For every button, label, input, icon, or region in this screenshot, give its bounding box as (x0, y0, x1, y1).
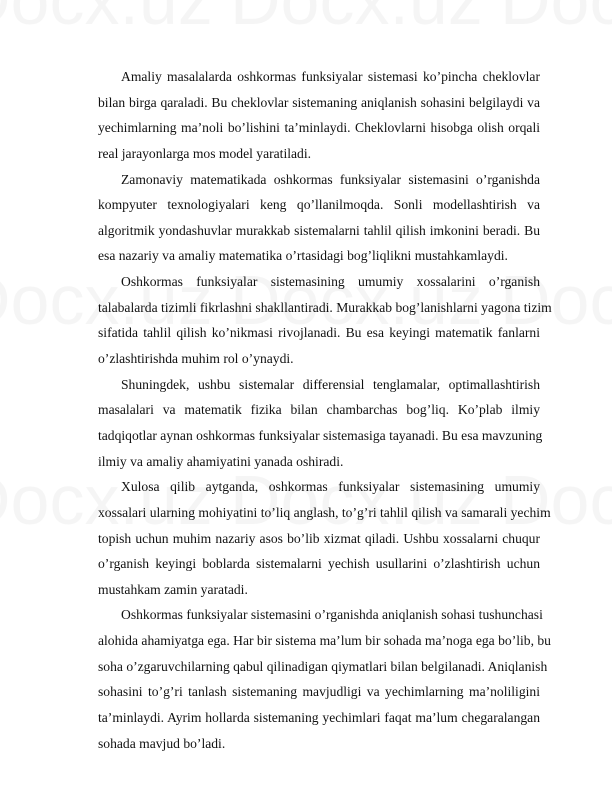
text-line: Zamonaviy matematikada oshkormas funksiyalar sistemasini o’rganishda (121, 171, 540, 187)
text-line: Amaliy masalalarda oshkormas funksiyalar sistemasi ko’pincha cheklovlar (121, 69, 540, 84)
watermark (230, 0, 483, 40)
text-line: kompyuter texnologiyalari keng qo’llanilmoqda. Sonli modellashtirish va (98, 197, 540, 213)
text-line: Oshkormas funksiyalar sistemasining umumiy xossalarini o’rganish (121, 274, 540, 290)
text-line: sohada mavjud bo’ladi. (98, 735, 226, 751)
watermark (500, 0, 612, 40)
text-line: real jarayonlarga mos model yaratiladi. (98, 145, 312, 161)
watermark (0, 0, 213, 40)
text-line: topish uchun muhim nazariy asos bo’lib xizmat qiladi. Ushbu xossalarni chuqur (98, 530, 540, 546)
text-line: yechimlarning ma’noli bo’lishini ta’minlaydi. Cheklovlarni hisobga olish orqali (98, 120, 540, 136)
paragraph (98, 372, 543, 475)
text-line: alohida ahamiyatga ega. Har bir sistema ma’lum bir sohada ma’noga ega bo’lib, bu (98, 633, 551, 649)
text-line: talabalarda tizimli fikrlashni shakllantiradi. Murakkab bog’lanishlarni yagona tizim (98, 299, 552, 315)
paragraph (98, 167, 540, 270)
text-line: o’rganish keyingi boblarda sistemalarni yechish usullarini o’zlashtirish uchun (98, 556, 540, 572)
text-line: Xulosa qilib aytganda, oshkormas funksiyalar sistemasining umumiy (121, 479, 540, 495)
text-line: esa nazariy va amaliy matematika o’rtasidagi bog’liqlikni mustahkamlaydi. (98, 248, 508, 264)
text-line: soha o’zgaruvchilarning qabul qilinadigan qiymatlari bilan belgilanadi. Aniqlanish (98, 658, 548, 674)
text-line: mustahkam zamin yaratadi. (98, 581, 248, 597)
text-line: algoritmik yondashuvlar murakkab sistemalarni tahlil qilish imkonini beradi. Bu (98, 222, 540, 238)
text-line: masalalari va matematik fizika bilan chambarchas bog’liq. Ko’plab ilmiy (98, 402, 540, 418)
text-line: bilan birga qaraladi. Bu cheklovlar sistemaning aniqlanish sohasini belgilaydi va (98, 94, 540, 110)
paragraph (98, 474, 551, 602)
paragraph (98, 64, 540, 167)
text-line: tadqiqotlar aynan oshkormas funksiyalar sistemasiga tayanadi. Bu esa mavzuning (98, 427, 543, 443)
text-line: ilmiy va amaliy ahamiyatini yanada oshiradi. (98, 453, 344, 469)
text-line: Oshkormas funksiyalar sistemasini o’rganishda aniqlanish sohasi tushunchasi (121, 607, 543, 623)
text-line: xossalari ularning mohiyatini to’liq anglash, to’g’ri tahlil qilish va samarali yechim (98, 504, 551, 520)
text-line: sohasini to’g’ri tanlash sistemaning mavjudligi va yechimlarning ma’noliligini (98, 684, 540, 700)
text-line: o’zlashtirishda muhim rol o’ynaydi. (98, 351, 294, 367)
paragraph (98, 269, 552, 372)
text-line: sifatida tahlil qilish ko’nikmasi rivojlanadi. Bu esa keyingi matematik fanlarni (98, 325, 540, 341)
document-body (98, 64, 552, 756)
paragraph (98, 602, 551, 756)
text-line: ta’minlaydi. Ayrim hollarda sistemaning yechimlari faqat ma’lum chegaralangan (98, 710, 540, 726)
text-line: Shuningdek, ushbu sistemalar differensial tenglamalar, optimallashtirish (121, 376, 540, 392)
